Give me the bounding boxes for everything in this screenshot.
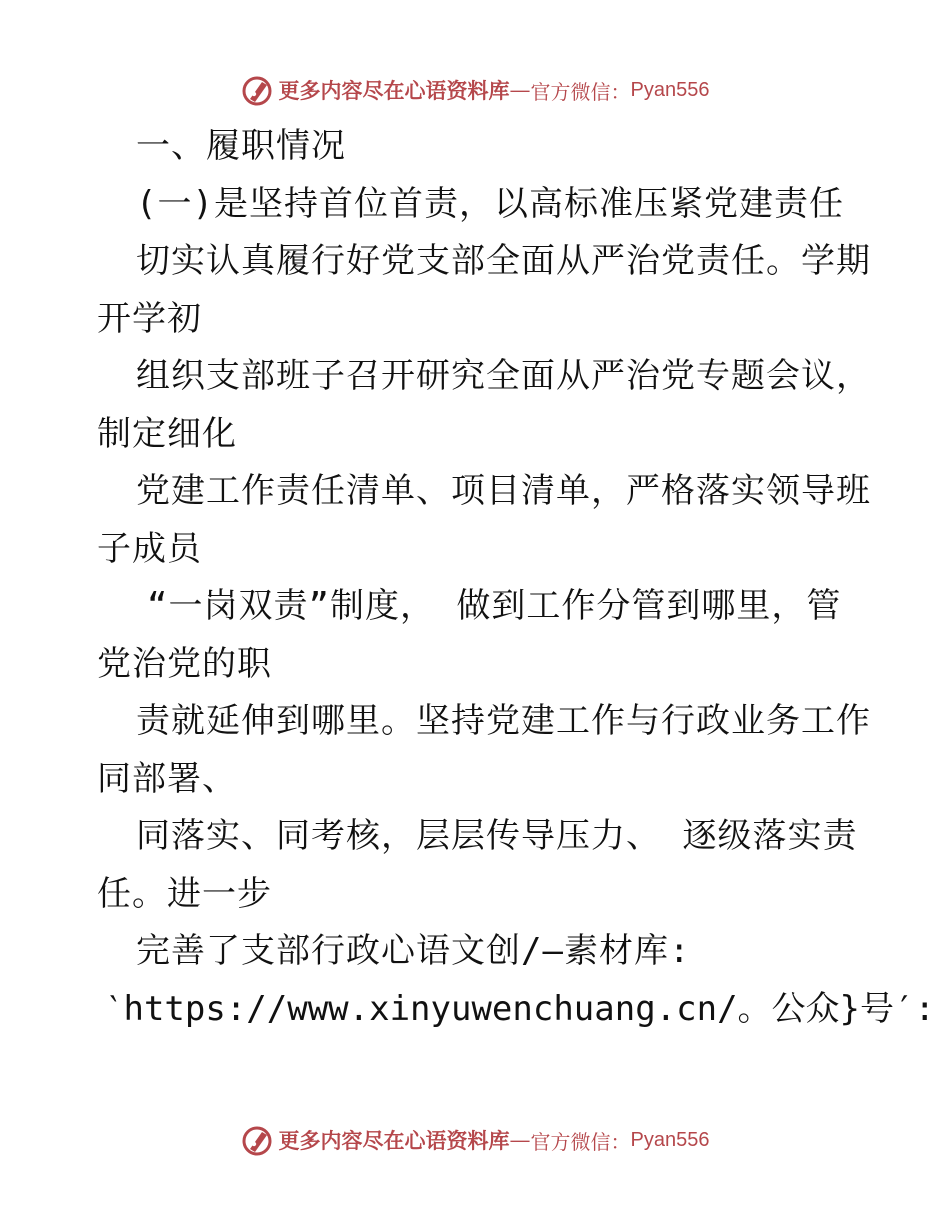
watermark-wechat-label: 官方微信： xyxy=(530,79,631,104)
watermark-wechat-label: 官方微信： xyxy=(530,1129,631,1154)
paragraph-line: 责就延伸到哪里。坚持党建工作与行政业务工作 xyxy=(136,701,871,741)
page-footer-watermark xyxy=(0,1120,950,1160)
paragraph-line: 完善了支部行政心语文创/—素材库: xyxy=(136,931,691,971)
paragraph-line: 子成员 xyxy=(97,528,202,569)
url-line: ‵https://www.xinyuwenchuang.cn/。公众}号′: xyxy=(103,988,935,1029)
watermark-main-text: 更多内容尽在心语资料库 xyxy=(278,78,510,103)
section-heading: 一、履职情况 xyxy=(136,126,346,166)
watermark-main-text: 更多内容尽在心语资料库 xyxy=(278,1128,510,1153)
document-body xyxy=(97,118,935,1038)
subsection-heading: (一)是坚持首位首责，以高标准压紧党建责任 xyxy=(136,183,844,224)
watermark-separator: — xyxy=(509,78,531,102)
paragraph-line: 开学初 xyxy=(97,298,202,339)
paragraph-line: 同落实、同考核，层层传导压力、 逐级落实责 xyxy=(136,816,858,856)
watermark-wechat-id: Pyan556 xyxy=(630,1128,710,1151)
pen-nib-logo-icon xyxy=(241,74,273,106)
watermark-separator: — xyxy=(509,1128,531,1152)
page-header-watermark xyxy=(0,70,950,110)
paragraph-line: “一岗双责”制度， 做到工作分管到哪里，管 xyxy=(147,586,842,626)
paragraph-line: 切实认真履行好党支部全面从严治党责任。学期 xyxy=(136,241,871,281)
paragraph-line: 党治党的职 xyxy=(97,643,272,684)
pen-nib-logo-icon xyxy=(241,1124,273,1156)
paragraph-line: 同部署、 xyxy=(97,758,237,799)
paragraph-line: 制定细化 xyxy=(97,413,237,454)
paragraph-line: 组织支部班子召开研究全面从严治党专题会议， xyxy=(136,356,871,396)
paragraph-line: 任。进一步 xyxy=(97,873,272,914)
watermark-wechat-id: Pyan556 xyxy=(630,78,710,101)
paragraph-line: 党建工作责任清单、项目清单，严格落实领导班 xyxy=(136,471,871,511)
